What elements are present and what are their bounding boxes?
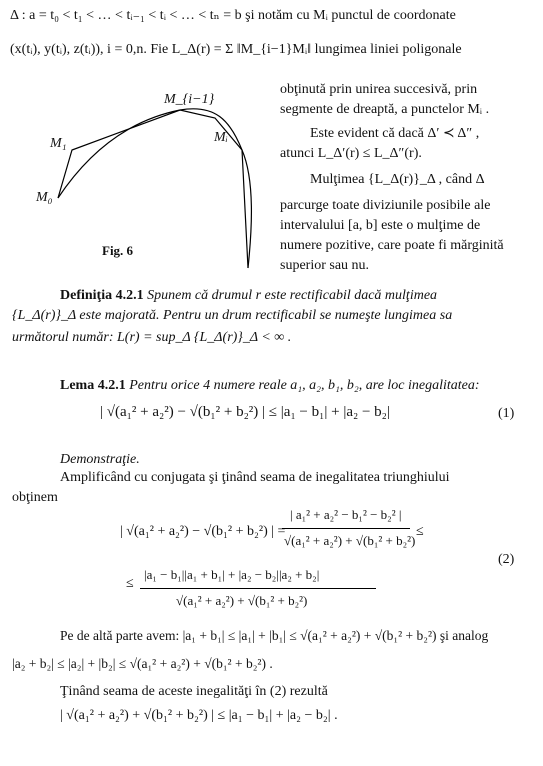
frac2-numerator: |a₁ − b₁||a₁ + b₁| + |a₂ − b₂||a₂ + b₂| [144,567,320,582]
right-col-line-8: numere pozitive, care poate fi mărginită [280,238,504,253]
label-m1: M₁ [50,136,67,151]
definition-line-1 [60,288,437,304]
label-mi: Mᵢ [214,130,228,145]
top-line-2: (x(tᵢ), y(tᵢ), z(tᵢ)), i = 0,n. Fie L_Δ(r) = Σ ‖M_{i−1}Mᵢ‖ lungimea liniei poligonale [10,42,462,57]
label-m0: M₀ [36,190,53,205]
proof-line-6: | √(a₁² + a₂²) + √(b₁² + b₂²) | ≤ |a₁ − b₁| + |a₂ − b₂| . [60,708,338,723]
right-col-line-7: intervalului [a, b] este o mulţime de [280,218,481,233]
lemma-eqnum: (1) [498,406,515,421]
right-col-line-6: parcurge toate diviziunile posibile ale [280,198,491,213]
frac1-numerator: | a₁² + a₂² − b₁² − b₂² | [290,507,402,522]
frac1-denominator: √(a₁² + a₂²) + √(b₁² + b₂²) [284,533,416,548]
top-line-1: Δ : a = t₀ < t₁ < … < tᵢ₋₁ < tᵢ < … < tₙ = b şi notăm cu Mᵢ punctul de coordonate [10,8,456,23]
lemma-line [60,378,480,394]
figure-caption: Fig. 6 [102,243,134,258]
definition-head: Definiţia 4.2.1 [60,288,144,303]
right-col-line-9: superior sau nu. [280,258,370,273]
right-col-line-1: obţinută prin unirea succesivă, prin [280,82,478,97]
lemma-text: Pentru orice 4 numere reale a₁, a₂, b₁, b₂, are loc inegalitatea: [129,378,480,393]
proof-le-1: ≤ [416,524,424,539]
frac2-denominator: √(a₁² + a₂²) + √(b₁² + b₂²) [176,593,308,608]
proof-le-2: ≤ [126,576,134,591]
right-col-line-3: Este evident că dacă Δ′ ≺ Δ″ , [310,126,480,141]
right-col-line-2: segmente de dreaptă, a punctelor Mᵢ . [280,102,490,117]
proof-head: Demonstraţie. [60,452,140,467]
lemma-head: Lema 4.2.1 [60,378,126,393]
definition-text-1: Spunem că drumul r este rectificabil dacă mulţimea [147,288,438,303]
definition-line-3: următorul număr: L(r) = sup_Δ {L_Δ(r)}_Δ < ∞ . [12,330,292,345]
right-col-line-4: atunci L_Δ′(r) ≤ L_Δ″(r). [280,146,422,161]
proof-eq-lhs: | √(a₁² + a₂²) − √(b₁² + b₂²) | = [120,524,286,539]
definition-line-2: {L_Δ(r)}_Δ este majorată. Pentru un drum rectificabil se numeşte lungimea sa [12,308,453,323]
proof-eqnum: (2) [498,552,515,567]
proof-line-4: |a₂ + b₂| ≤ |a₂| + |b₂| ≤ √(a₁² + a₂²) + √(b₁² + b₂²) . [12,656,273,671]
label-mi-minus-1: M_{i−1} [164,92,215,107]
proof-line-2: obţinem [12,490,58,505]
proof-line-5: Ţinând seama de aceste inegalităţi în (2) rezultă [60,684,328,699]
right-col-line-5: Mulţimea {L_Δ(r)}_Δ , când Δ [310,172,485,187]
proof-line-1: Amplificând cu conjugata şi ţinând seama de inegalitatea triunghiului [60,470,450,485]
frac2-bar [140,588,376,589]
lemma-equation: | √(a₁² + a₂²) − √(b₁² + b₂²) | ≤ |a₁ − b₁| + |a₂ − b₂| [100,404,390,420]
frac1-bar [282,528,410,529]
proof-line-3: Pe de altă parte avem: |a₁ + b₁| ≤ |a₁| + |b₁| ≤ √(a₁² + a₂²) + √(b₁² + b₂²) şi analog [60,628,489,643]
